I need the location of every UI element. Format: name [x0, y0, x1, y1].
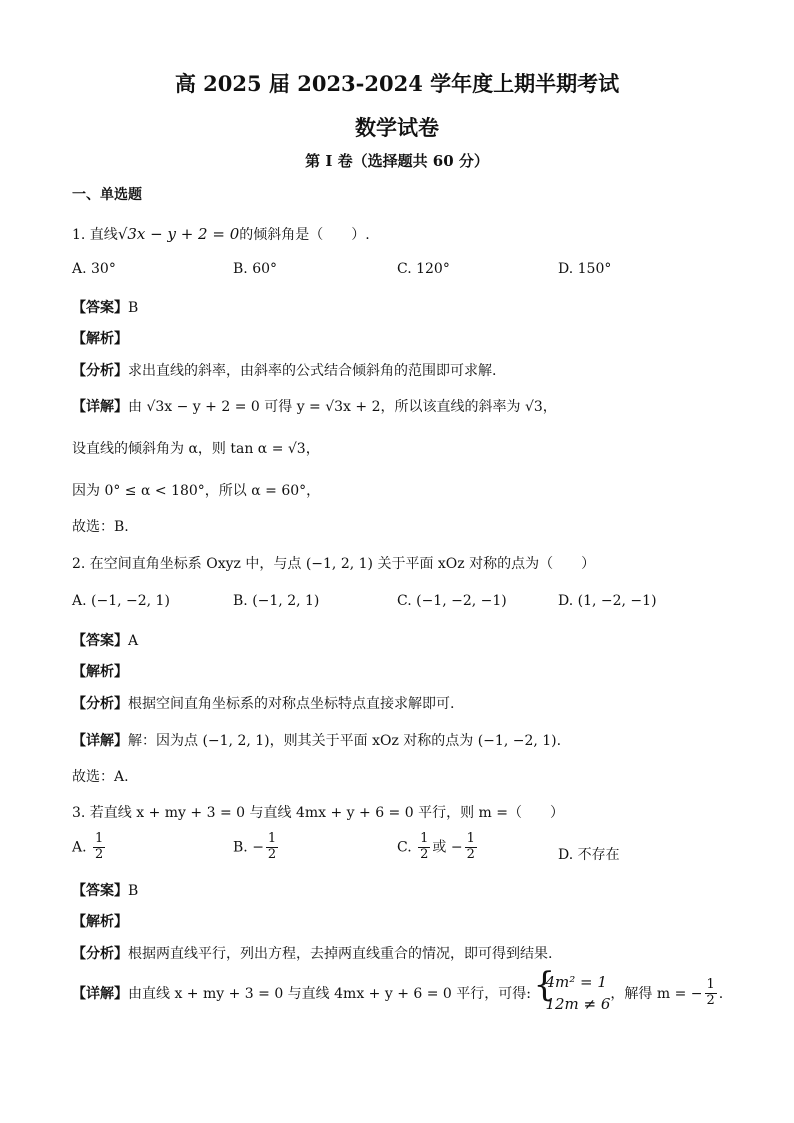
q2-option-c: C. (−1, −2, −1) — [397, 593, 507, 609]
q2-answer: 【答案】A — [72, 633, 139, 649]
q1-stem — [72, 224, 370, 244]
q3-stem: 3. 若直线 x + my + 3 = 0 与直线 4mx + y + 6 = 0 平行，则 m =（ ） — [72, 805, 564, 821]
q1-detail-2: 设直线的倾斜角为 α，则 tan α = √3， — [72, 441, 320, 457]
q3-detail: 【详解】由直线 x + my + 3 = 0 与直线 4mx + y + 6 = 0 平行，可得: { 4m² = 1 12m ≠ 6 ，解得 m = − $\frac{1}{2}$ . — [72, 972, 723, 1016]
exam-subtitle: 数学试卷 — [355, 115, 439, 140]
q3-option-c: C. $\frac{1}{2}$ 或 − $\frac{1}{2}$ — [397, 831, 475, 862]
q1-stem-post: 的倾斜角是（ ）. — [239, 227, 370, 243]
q3-answer: 【答案】B — [72, 883, 139, 899]
q3-detail-fraction: $\frac{1}{2}$ — [706, 977, 715, 1009]
q1-option-b: B. 60° — [233, 261, 278, 277]
q2-fenxi: 【分析】根据空间直角坐标系的对称点坐标特点直接求解即可. — [72, 696, 455, 712]
q3-option-a-fraction: $\frac{1}{2}$ — [95, 831, 104, 862]
q3-option-c-fraction-2: $\frac{1}{2}$ — [466, 831, 475, 862]
q1-detail-1: 【详解】由 √3x − y + 2 = 0 可得 y = √3x + 2，所以该直线的斜率为 √3， — [72, 399, 557, 415]
q1-detail-4: 故选：B. — [72, 519, 129, 535]
q2-analysis-label: 【解析】 — [72, 664, 128, 680]
q2-detail-1: 【详解】解：因为点 (−1, 2, 1)，则其关于平面 xOz 对称的点为 (−1, −2, 1). — [72, 733, 562, 749]
exam-part: 第 I 卷（选择题共 60 分） — [305, 152, 489, 170]
left-brace-icon: { — [533, 965, 556, 1005]
exam-title: 高 2025 届 2023-2024 学年度上期半期考试 — [174, 71, 620, 96]
section-heading: 一、单选题 — [72, 187, 142, 203]
q3-option-d: D. 不存在 — [558, 847, 620, 863]
q3-analysis-label: 【解析】 — [72, 914, 128, 930]
q3-option-a: A. $\frac{1}{2}$ — [72, 831, 104, 862]
q1-answer: 【答案】B — [72, 300, 139, 316]
q2-option-d: D. (1, −2, −1) — [558, 593, 657, 609]
q2-stem: 2. 在空间直角坐标系 Oxyz 中，与点 (−1, 2, 1) 关于平面 xOz 对称的点为（ ） — [72, 556, 596, 572]
q1-option-d: D. 150° — [558, 261, 612, 277]
q1-stem-math: √3x − y + 2 = 0 — [117, 225, 240, 243]
q3-option-b-fraction: $\frac{1}{2}$ — [267, 831, 277, 862]
q3-option-b: B. − $\frac{1}{2}$ — [233, 831, 277, 862]
q1-option-a: A. 30° — [72, 261, 116, 277]
q2-detail-2: 故选：A. — [72, 769, 129, 785]
q3-equation-system: { 4m² = 1 12m ≠ 6 — [533, 965, 611, 1013]
q1-detail-3: 因为 0° ≤ α < 180°，所以 α = 60°， — [72, 483, 321, 499]
q1-stem-pre: 1. 直线 — [72, 227, 118, 243]
q2-option-b: B. (−1, 2, 1) — [233, 593, 320, 609]
q1-fenxi: 【分析】求出直线的斜率，由斜率的公式结合倾斜角的范围即可求解. — [72, 363, 497, 379]
q3-fenxi: 【分析】根据两直线平行，列出方程，去掉两直线重合的情况，即可得到结果. — [72, 946, 553, 962]
q1-option-c: C. 120° — [397, 261, 450, 277]
q1-analysis-label: 【解析】 — [72, 331, 128, 347]
q2-option-a: A. (−1, −2, 1) — [72, 593, 170, 609]
q3-option-c-fraction-1: $\frac{1}{2}$ — [420, 831, 429, 862]
